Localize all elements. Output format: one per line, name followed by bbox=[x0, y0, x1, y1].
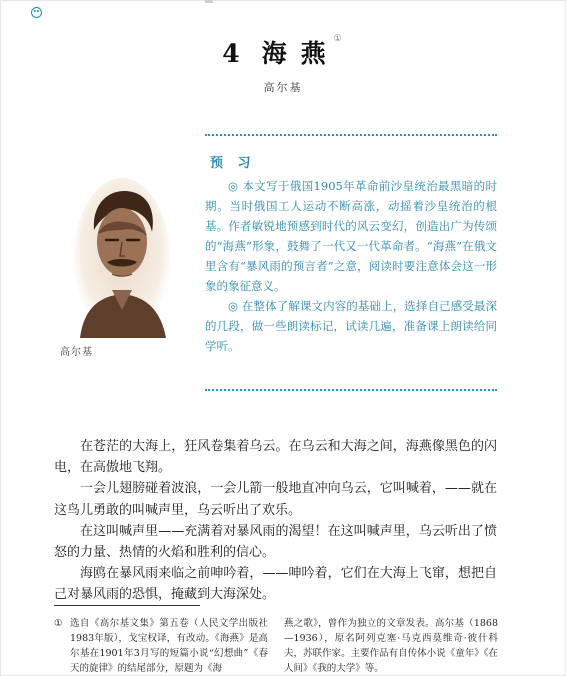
footnote-text-left: 选自《高尔基文集》第五卷（人民文学出版社1983年版），戈宝权译，有改动。《海燕》是高尔基在1901年3月写的短篇小说“幻想曲”《春天的旋律》的结尾部分，原题为《海 bbox=[70, 618, 268, 674]
lesson-author: 高尔基 bbox=[263, 81, 303, 94]
page-top-mark bbox=[205, 0, 213, 3]
title-char-2: 燕 bbox=[300, 39, 328, 68]
body-paragraph: 在这叫喊声里——充满着对暴风雨的渴望！在这叫喊声里，乌云听出了愤怒的力量、热情的火焰和胜利的信心。 bbox=[54, 523, 497, 561]
preview-paragraph: ◎ 在整体了解课文内容的基础上，选择自己感受最深的几段，做一些朗读标记，试读几遍，准备课上朗读给同学听。 bbox=[205, 299, 497, 353]
author-portrait bbox=[74, 178, 170, 338]
body-paragraph: 海鸥在暴风雨来临之前呻吟着，——呻吟着，它们在大海上飞窜，想把自己对暴风雨的恐惧，掩藏到大海深处。 bbox=[54, 566, 497, 603]
smiley-icon[interactable] bbox=[31, 7, 42, 18]
preview-heading: 预 习 bbox=[210, 156, 256, 171]
portrait-caption: 高尔基 bbox=[60, 347, 93, 358]
title-footnote-ref[interactable]: ① bbox=[333, 34, 344, 44]
preview-bottom-divider bbox=[205, 389, 497, 391]
lesson-number: 4 bbox=[222, 39, 242, 68]
lesson-body bbox=[54, 436, 497, 606]
footnote-mark: ① bbox=[54, 618, 63, 629]
body-paragraph: 一会儿翅膀碰着波浪，一会儿箭一般地直冲向乌云，它叫喊着，——就在这鸟儿勇敢的叫喊声里，乌云听出了欢乐。 bbox=[54, 481, 497, 518]
body-paragraph: 在苍茫的大海上，狂风卷集着乌云。在乌云和大海之间，海燕像黑色的闪电，在高傲地飞翔。 bbox=[54, 439, 497, 476]
footnote-rule bbox=[54, 605, 200, 606]
footnote-text-right: 燕之歌》，曾作为独立的文章发表。高尔基（1868—1936），原名阿列克塞·马克西莫维奇·彼什科夫，苏联作家。主要作品有自传体小说《童年》《在人间》《我的大学》等。 bbox=[284, 618, 498, 674]
preview-paragraph: ◎ 本文写于俄国1905年革命前沙皇统治最黑暗的时期。当时俄国工人运动不断高涨，动摇着沙皇统治的根基。作者敏锐地预感到时代的风云变幻，创造出广为传颂的“海燕”形象，鼓舞了一代又一代革命者。“海燕”在俄文里含有“暴风雨的预言者”之意，阅读时要注意体会这一形象的象征意义。 bbox=[205, 179, 497, 293]
title-char-1: 海 bbox=[261, 39, 289, 68]
footnote-left-column bbox=[54, 616, 268, 676]
preview-top-divider bbox=[205, 134, 497, 136]
lesson-title bbox=[0, 34, 566, 70]
preview-section bbox=[205, 176, 497, 356]
footnotes bbox=[54, 616, 498, 676]
